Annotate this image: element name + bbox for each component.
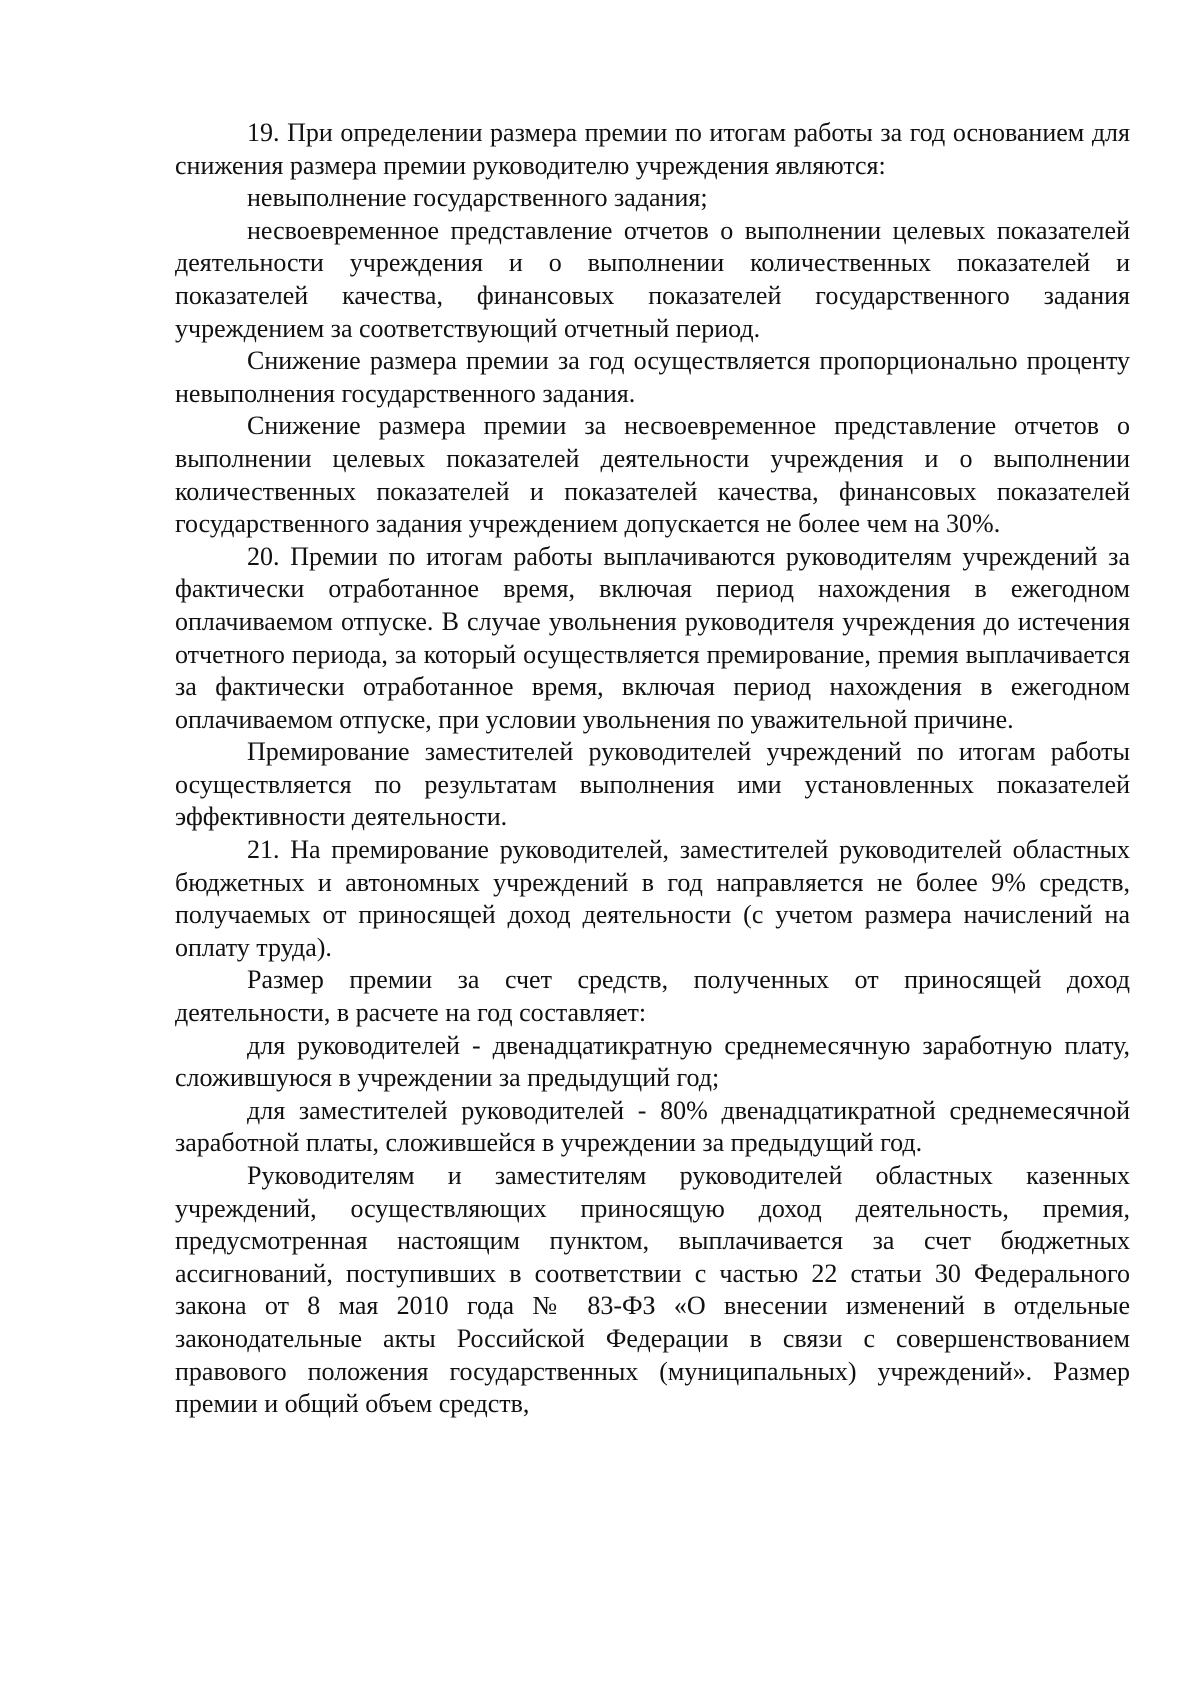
paragraph-deputies-bonus: Премирование заместителей руководителей учреждений по итогам работы осуществляется по результатам выполнения ими установленных показателей эффективности деятельности. xyxy=(175,737,1130,832)
paragraph-state-institutions: Руководителям и заместителям руководителей областных казенных учреждений, осуществляющих приносящую доход деятельность, премия, предусмотренная настоящим пунктом, выплачивается за счет бюджетных ассигнований, поступивших в соответствии с частью 22 статьи 30 Федерального закона от 8 мая 2010 года № 83-ФЗ «О внесении изменений в отдельные законодательные акты Российской Федерации в связи с совершенствованием правового положения государственных (муниципальных) учреждений». Размер премии и общий объем средств, xyxy=(175,1161,1130,1419)
paragraph-20-bonus-payment: 20. Премии по итогам работы выплачиваются руководителям учреждений за фактически отработанное время, включая период нахождения в ежегодном оплачиваемом отпуске. В случае увольнения руководителя учреждения до истечения отчетного периода, за который осуществляется премирование, премия выплачивается за фактически отработанное время, включая период нахождения в ежегодном оплачиваемом отпуске, при условии увольнения по уважительной причине. xyxy=(175,541,1130,734)
paragraph-state-task-failure: невыполнение государственного задания; xyxy=(247,183,708,213)
paragraph-deputies-percent: для заместителей руководителей - 80% двенадцатикратной среднемесячной заработной платы, сложившейся в учреждении за предыдущий год. xyxy=(175,1095,1130,1158)
paragraph-19-reduction-grounds: 19. При определении размера премии по итогам работы за год основанием для снижения размера премии руководителю учреждения являются: xyxy=(175,118,1130,180)
paragraph-proportional-reduction: Снижение размера премии за год осуществляется пропорционально проценту невыполнения государственного задания. xyxy=(175,346,1130,408)
paragraph-late-reports: несвоевременное представление отчетов о выполнении целевых показателей деятельности учреждения и о выполнении количественных показателей и показателей качества, финансовых показателей государственного задания учреждением за соответствующий отчетный период. xyxy=(175,215,1130,343)
paragraph-bonus-size: Размер премии за счет средств, полученных от приносящей доход деятельности, в расчете на год составляет: xyxy=(175,965,1130,1028)
paragraph-21-bonus-funds: 21. На премирование руководителей, заместителей руководителей областных бюджетных и автономных учреждений в год направляется не более 9% средств, получаемых от приносящей доход деятельности (с учетом размера начислений на оплату труда). xyxy=(175,835,1130,962)
paragraph-reduction-limit: Снижение размера премии за несвоевременное представление отчетов о выполнении целевых показателей деятельности учреждения и о выполнении количественных показателей и показателей качества, финансовых показателей государственного задания учреждением допускается не более чем на 30%. xyxy=(175,411,1130,539)
document-body xyxy=(175,117,1130,1421)
paragraph-heads-bonus: для руководителей - двенадцатикратную среднемесячную заработную плату, сложившуюся в учреждении за предыдущий год; xyxy=(175,1030,1130,1093)
